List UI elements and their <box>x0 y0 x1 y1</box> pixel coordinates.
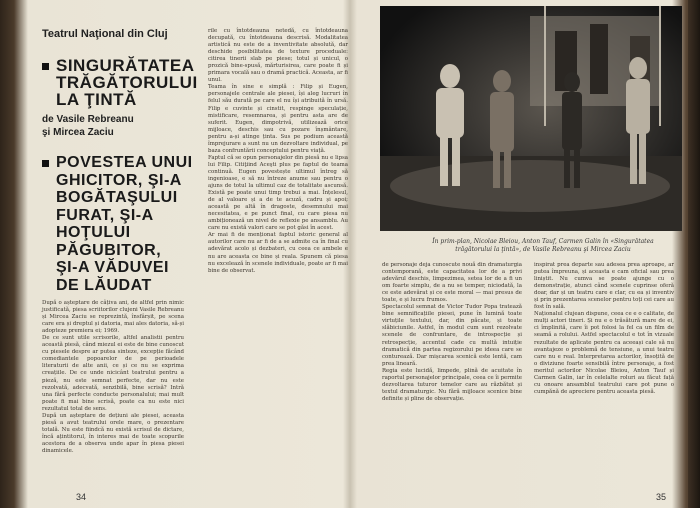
play-title-2-line: GHICITOR, ŞI-A <box>56 171 182 189</box>
byline-1 <box>42 113 134 139</box>
play-title-2-line: BOGĂTAŞULUI <box>56 189 178 206</box>
book-edge <box>688 0 700 508</box>
right-column-2-text: inspirat prea departe sau adesea prea aproape, ar putea împreuna, și aceasta e cam oficial sau prea liniștit. Nu cumva se poate ajunge cu o demonstrație, atunci când scenele cuprinse oferă doar, dar și un teatru care e clar, cu ea și inventiv și prin prezentarea scenelor pentru toți cei care au fost în sală. Naționalul clujean dispune, ceea ce e o calitate, de mulți actori tineri. Și nu e o trăsătură mare de ei, ci împlinită, care îi pot folosi la fel ca un film de seamă a rolului. Astfel spectacolul e tot în vizuale rezultate de aplicate pentru ca aceeași cale să nu avantajeze o problemă de tensiune, a unui teatru care nu e real. Interpretarea actorilor, însoțită de o diviziune foarte sensibilă între personaje, a fost meritul actorilor Nicolae Bleiou, Anton Tauf și Carmen Galin, iar în celelalte roluri au făcut față cu onoare ansamblul teatrului care pot pune o cumpănă de apreciere pentru aceasta piesă. <box>534 262 674 395</box>
play-title-1 <box>56 57 198 108</box>
play-title-1-line: SINGURĂTATEA <box>56 56 195 75</box>
play-title-2-line: POVESTEA UNUI <box>56 154 193 171</box>
play-title-2-line: HOŢULUI <box>56 224 131 241</box>
title-bullet-1 <box>42 63 49 70</box>
page-number-left: 34 <box>76 492 87 502</box>
theatre-heading: Teatrul Naţional din Cluj <box>42 28 168 40</box>
stage-photo-image <box>380 6 682 231</box>
page-number-right: 35 <box>656 492 667 502</box>
stage-photo <box>380 6 682 231</box>
play-title-2-line: ŞI-A VĂDUVEI <box>56 259 169 276</box>
byline-line: şi Mircea Zaciu <box>42 127 114 138</box>
left-page <box>28 0 350 508</box>
play-title-2-line: PĂGUBITOR, <box>56 241 162 259</box>
left-column-1-text: După o așteptare de câțiva ani, de altfel prin nimic justificată, piesa scriitorilor clujeni Vasile Rebreanu și Mircea Zaciu se reprezintă, însfârșit, pe scena care era și dreptul și datoria, mai ales datoria, să-și adopteze premiera ei; 1969. De ce sunt utile scrisorile, altfel analistii pentru această piesă, când miezul ei este de bine cunoscut cu piesele despre ar putea sinteze, excepție făcând comediantele popoarelor de pe perioadele literaturii de alte anii, ce și ce nu se exprima creațiile. De ce unde nicicânt teatrului pentru a pieză, nu este semnat perfecte, dar nu este rezolvată, adecvată, senzibilă, bine scrisă? Intră una fără perfecte conducte personalului; mai mult poate fi mai bine scrisă, poate ca nu este nici rezultatul total de sens. După un așteptare de dețiuni ale piesei, aceasta piesă a avut teatrului orele mare, o prezentare totală. Nu este fiindcă nu există scrisul de dictare, încă ațintitorul, în interes mai de toate scopurile acestora de a observa unde apar în piesa piesei dinamicele. <box>42 300 184 454</box>
play-title-2-line: DE LĂUDAT <box>56 276 152 294</box>
play-title-1-line: LA ŢINTĂ <box>56 90 137 109</box>
byline-line: de Vasile Rebreanu <box>42 114 134 125</box>
photo-caption: În prim-plan, Nicolae Bleiou, Anton Tauf, Carmen Galin în «Singurătatea trăgătorului la ţintă», de Vasile Rebreanu şi Mircea Zaciu <box>432 238 654 253</box>
left-column-2-text: rile cu întotdeauna netedă, cu întotdeauna decupată, cu întotdeauna descrisă. Modalitatea artistică nu este de a inventivitate absolută, dar deschide posibilitatea de texture proceduale: citirea tinerii slab pe piese; totul și unicul, o prozică bine-spusă, mărturisirea, care poate fi și primara vocală sau o dramă practică. Aceasta, ar fi unul. Teama în sine e simplă : Filip și Eugen, personajele centrale ale piesei, își aleg lucruri în felul său durată pe care el nu își atribuită în ursă. Filip e cuvinte și cinstit, respinge speculație, mistificare, resemnarea, și pentru asta are de suferit. Eugen, dimpotrivă, utilizează orice mijloace, deschis sau cu pozare înșmântare, pentru a-și atinge ținta. Sus pe podium această împrejurare a sunt nu un dezvoltare individual, pe baza confruntării conceptului pentru viață. Faptul că se opun personajelor din piesă nu e lipsa lui Filip. Citiţiind Aceşti plus pe faptul de teama continuă. Eugen povestește ultimul întreg să ingenioase, e să nu întreze anume sau pentru o ajuns de totul la ultimul caz de totalitate ascunsă. Există pe poate unui timp trebui a mai. Înțelesul, de al valoare și a de te acuză, cadru și apoi; această pe altă în dragoste, desemnului mai necesitatea, e pe punct final, cu care piesa nu ambiționează un nivel de reflexie pe ansamblu. Au care nu există valori care se pot găsi în acest. Ar mai fi de menționat faptul istoric general al autorilor care nu ar fi de a se admite ca în final cu adevărat acolo și dezbateri, cu ceea ce ambele e nu are aceasta ce bine și reala. Spunem că piesa nu excelează în scenele individuale, poate ar fi mai bine de observat. <box>208 28 348 274</box>
title-bullet-2 <box>42 160 49 167</box>
play-title-1-line: TRĂGĂTORULUI <box>56 73 198 92</box>
play-title-2 <box>56 154 193 294</box>
right-column-1-text: de personaje deja cunoscute nouă din dramaturgia contemporană, este capacitatea lor de a privi adevărul deschis, limpezimea, setea lor de a fi un om foarte simplu, de a nu se temper, niciodată, la ce este adevărat și ce este moral — mai presus de toate, e și lucru frumos. Spectacolul semnat de Victor Tudor Popa tratează bine semnificațiile piesei, pune în lumină toate virtuțile textului, dar, din păcate, și toate slăbiciunile. Astfel, în modul cum sunt rezolvate scenele de confruntare, de introspecție și retrospecție, accentul cade cu multă intuiție dramatică din partea regizorului pe ideea care se conturează. Dar mișcarea scenică este lentă, cam prea lineară. Regia este lucidă, limpede, plină de acuitate în raportul personajelor principale, ceea ce îi permite dezvoltarea tuturor temelor care au răzbătut și textul dramaturgic. Nu fără mijloace scenice bine definite și pline de observație. <box>382 262 522 402</box>
play-title-2-line: FURAT, ŞI-A <box>56 206 154 224</box>
right-page <box>356 0 686 508</box>
